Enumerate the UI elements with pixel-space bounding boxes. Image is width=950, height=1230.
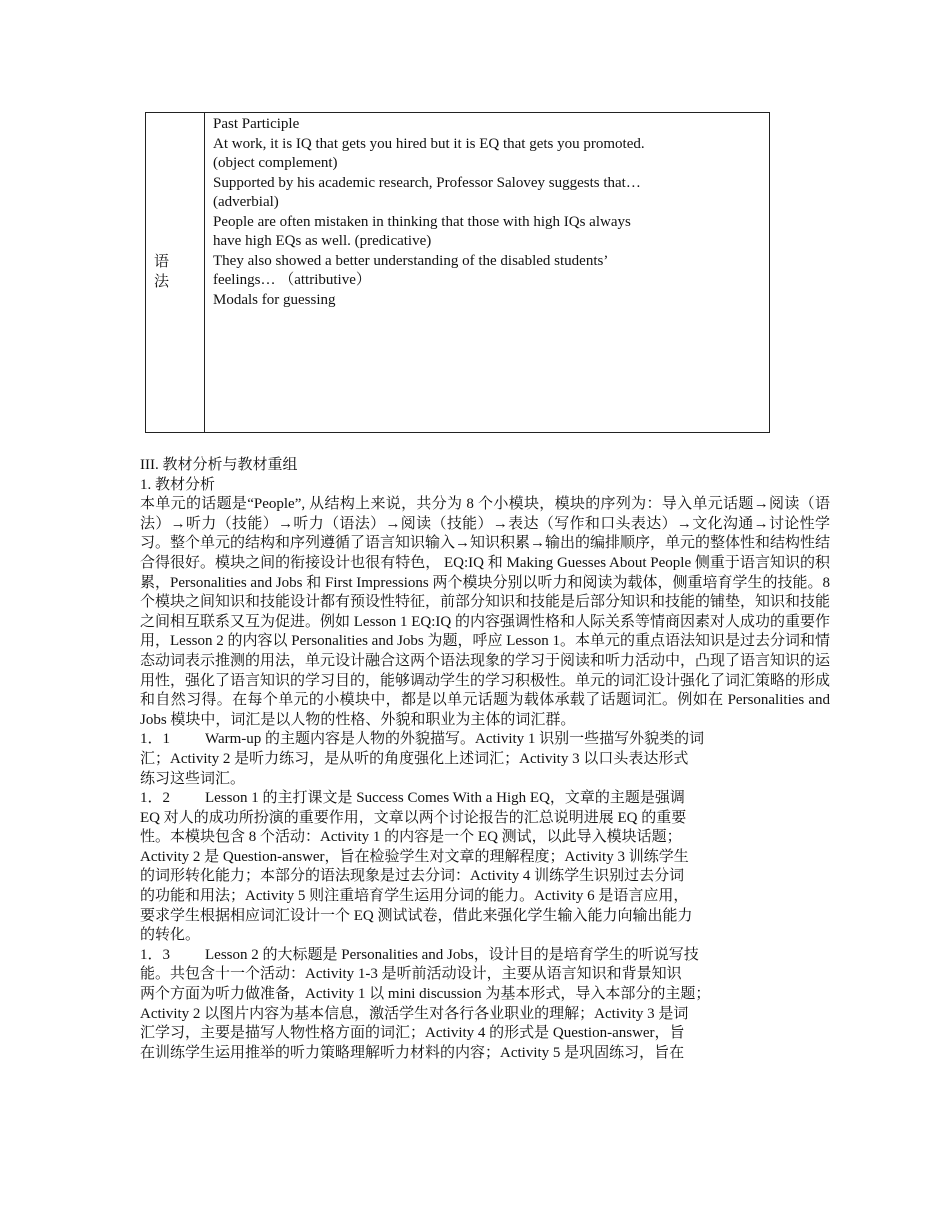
item-line: [140, 789, 830, 809]
analysis-paragraph: 本单元的话题是“People”, 从结构上来说，共分为 8 个小模块，模块的序列为：导入单元话题→阅读（语法）→听力（技能）→听力（语法）→阅读（技能）→表达（写作和口头表达）→文化沟通→讨论性学习。整个单元的结构和序列遵循了语言知识输入→知识积累→输出的编排顺序，单元的整体性和结构性结合得很好。模块之间的衔接设计也很有特色， EQ:IQ 和 Making Guesses About People 侧重于语言知识的积累，Personalities and Jobs 和 First Impressions 两个模块分别以听力和阅读为载体，侧重培育学生的技能。8 个模块之间知识和技能设计都有预设性特征，前部分知识和技能是后部分知识和技能的铺垫，知识和技能之间相互联系又互为促进。例如 Lesson 1 EQ:IQ 的内容强调性格和人际关系等情商因素对人成功的重要作用，Lesson 2 的内容以 Personalities and Jobs 为题，呼应 Lesson 1。本单元的重点语法知识是过去分词和情态动词表示推测的用法，单元设计融合这两个语法现象的学习于阅读和听力活动中，凸现了语言知识的运用性，强化了语言知识的学习目的，能够调动学生的学习积极性。单元的词汇设计强化了词汇策略的形成和自然习得。在每个单元的小模块中，都是以单元话题为载体承载了话题词汇。例如在 Personalities and Jobs 模块中，词汇是以人物的性格、外貌和职业为主体的词汇群。: [140, 496, 831, 728]
item-line: 性。本模块包含 8 个活动：Activity 1 的内容是一个 EQ 测试，以此导入模块话题；: [140, 829, 682, 846]
item-line: 汇；Activity 2 是听力练习，是从听的角度强化上述词汇；Activity 3 以口头表达形式: [140, 750, 689, 767]
item-line: 的功能和用法；Activity 5 则注重培育学生运用分词的能力。Activity 6 是语言应用，: [140, 888, 689, 905]
item-number: 1．1: [140, 731, 171, 748]
grammar-line: Modals for guessing: [213, 291, 336, 308]
item-line: 的词形转化能力；本部分的语法现象是过去分词：Activity 4 训练学生识别过去分词: [140, 868, 685, 885]
grammar-table: [145, 112, 770, 433]
item-line: [140, 946, 830, 966]
list-item: [140, 946, 830, 1064]
item-number: 1．3: [140, 946, 171, 963]
item-number: 1．2: [140, 790, 171, 807]
item-line: 的转化。: [140, 927, 201, 944]
item-text: Lesson 2 的大标题是 Personalities and Jobs，设计目的是培育学生的听说写技: [205, 946, 699, 963]
grammar-line: People are often mistaken in thinking that those with high IQs always: [213, 213, 631, 230]
grammar-line: At work, it is IQ that gets you hired but it is EQ that gets you promoted.: [213, 135, 645, 152]
grammar-line: feelings… （attributive）: [213, 272, 371, 288]
item-line: 要求学生根据相应词汇设计一个 EQ 测试试卷，借此来强化学生输入能力向输出能力: [140, 907, 693, 924]
grammar-content-cell: [205, 113, 770, 433]
item-line: EQ 对人的成功所扮演的重要作用，文章以两个讨论报告的汇总说明进展 EQ 的重要: [140, 809, 687, 826]
item-line: 练习这些词汇。: [140, 770, 246, 787]
list-item: [140, 730, 830, 789]
item-line: [140, 730, 830, 750]
grammar-label-char: 语: [154, 254, 170, 270]
grammar-line: Past Participle: [213, 116, 300, 132]
table-row: [146, 113, 770, 433]
item-line: Activity 2 是 Question-answer，旨在检验学生对文章的理解程度；Activity 3 训练学生: [140, 848, 689, 865]
grammar-line: have high EQs as well. (predicative): [213, 233, 432, 249]
list-item: [140, 789, 830, 946]
grammar-line: (object complement): [213, 155, 338, 171]
item-text: Warm-up 的主题内容是人物的外貌描写。Activity 1 识别一些描写外貌类的词: [205, 731, 705, 748]
grammar-label-cell: [146, 113, 205, 433]
item-line: 汇学习，主要是描写人物性格方面的词汇；Activity 4 的形式是 Question-answer，旨: [140, 1025, 685, 1042]
grammar-line: (adverbial): [213, 194, 279, 210]
grammar-line: They also showed a better understanding of the disabled students’: [213, 252, 609, 269]
analysis-section: [140, 456, 830, 1063]
grammar-label-char: 法: [154, 273, 170, 290]
grammar-line: Supported by his academic research, Professor Salovey suggests that…: [213, 174, 641, 191]
item-line: 两个方面为听力做准备，Activity 1 以 mini discussion 为基本形式，导入本部分的主题；: [140, 986, 711, 1003]
item-line: 能。共包含十一个活动：Activity 1-3 是听前活动设计，主要从语言知识和背景知识: [140, 966, 682, 983]
item-line: Activity 2 以图片内容为基本信息，激活学生对各行各业职业的理解；Activity 3 是词: [140, 1005, 689, 1022]
section-subheading: 1. 教材分析: [140, 476, 216, 493]
item-line: 在训练学生运用推举的听力策略理解听力材料的内容；Activity 5 是巩固练习，旨在: [140, 1044, 685, 1061]
item-text: Lesson 1 的主打课文是 Success Comes With a High EQ，文章的主题是强调: [205, 790, 685, 807]
section-heading: III. 教材分析与教材重组: [140, 457, 298, 473]
